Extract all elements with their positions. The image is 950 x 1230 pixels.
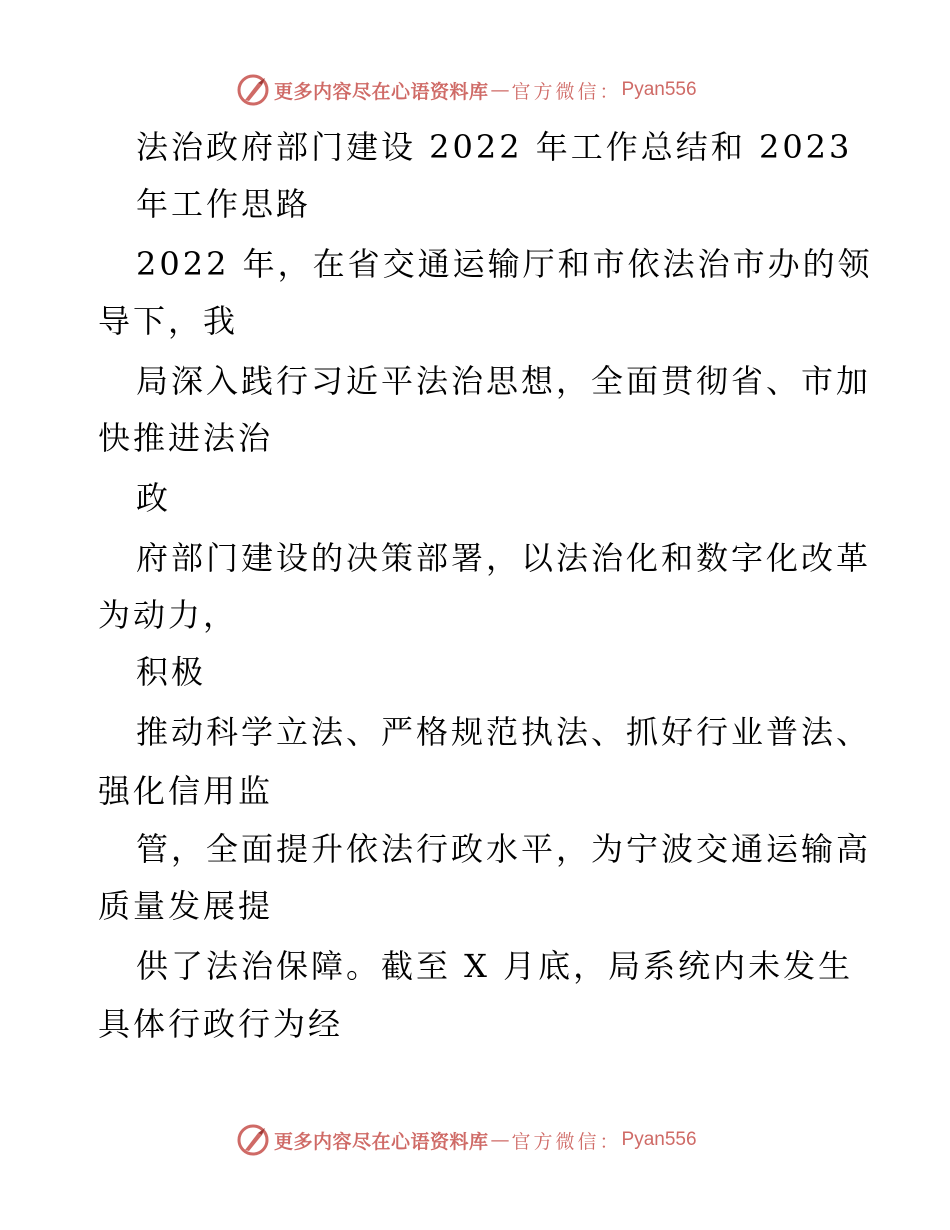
header-watermark — [236, 72, 697, 108]
paragraph-line: 府部门建设的决策部署，以法治化和数字化改革 — [136, 539, 872, 577]
doc-title-line-1: 法治政府部门建设 2022 年工作总结和 2023 — [136, 128, 853, 166]
paragraph-line: 局深入践行习近平法治思想，全面贯彻省、市加 — [136, 362, 872, 400]
paragraph-line: 推动科学立法、严格规范执法、抓好行业普法、 — [136, 713, 872, 751]
watermark-official-label: 官方微信： — [511, 80, 622, 103]
watermark-main-text: 更多内容尽在心语资料库 — [274, 80, 489, 103]
quill-logo-icon — [236, 1123, 270, 1157]
paragraph-line: 质量发展提 — [98, 887, 274, 925]
paragraph-line: 强化信用监 — [98, 772, 274, 810]
paragraph-line: 导下，我 — [98, 302, 239, 340]
footer-watermark — [236, 1122, 697, 1158]
paragraph-line: 具体行政行为经 — [98, 1005, 344, 1043]
paragraph-line: 2022 年，在省交通运输厅和市依法治市办的领 — [136, 245, 873, 283]
watermark-wechat-id: Pyan556 — [621, 1129, 697, 1150]
watermark-main-text: 更多内容尽在心语资料库 — [274, 1130, 489, 1153]
watermark-dash: — — [490, 79, 510, 101]
watermark-official-label: 官方微信： — [511, 1130, 622, 1153]
paragraph-line: 积极 — [136, 653, 207, 691]
paragraph-line: 快推进法治 — [98, 419, 274, 457]
paragraph-line: 管，全面提升依法行政水平，为宁波交通运输高 — [136, 830, 872, 868]
doc-title-line-2: 年工作思路 — [136, 185, 312, 223]
paragraph-line: 为动力， — [98, 596, 239, 634]
quill-logo-icon — [236, 73, 270, 107]
paragraph-line: 供了法治保障。截至 X 月底，局系统内未发生 — [136, 947, 854, 985]
watermark-dash: — — [490, 1129, 510, 1151]
paragraph-line: 政 — [136, 479, 172, 517]
watermark-wechat-id: Pyan556 — [621, 79, 697, 100]
